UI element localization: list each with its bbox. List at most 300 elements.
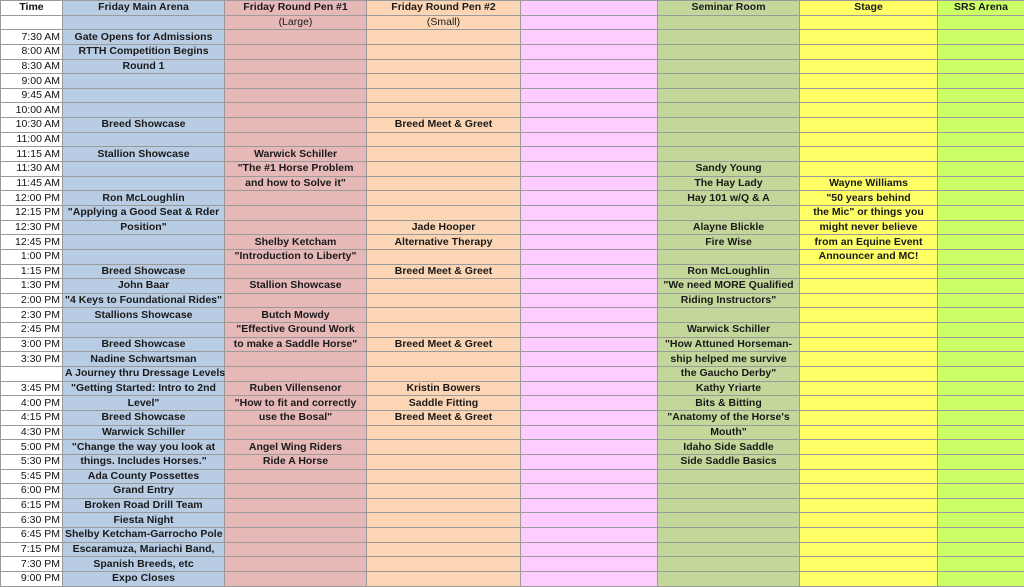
seminar-room-cell[interactable] [658, 484, 800, 499]
round-pen-1-cell[interactable] [225, 367, 367, 382]
time-cell[interactable]: 12:45 PM [1, 235, 63, 250]
blank-column-cell[interactable] [521, 249, 658, 264]
srs-arena-cell[interactable] [938, 396, 1024, 411]
stage-cell[interactable]: from an Equine Event [800, 235, 938, 250]
seminar-room-cell[interactable] [658, 88, 800, 103]
round-pen-2-cell[interactable] [367, 279, 521, 294]
round-pen-1-cell[interactable] [225, 220, 367, 235]
round-pen-2-cell[interactable]: Friday Round Pen #2 [367, 1, 521, 16]
round-pen-1-cell[interactable] [225, 528, 367, 543]
round-pen-1-cell[interactable] [225, 59, 367, 74]
round-pen-2-cell[interactable] [367, 191, 521, 206]
blank-column-cell[interactable] [521, 323, 658, 338]
main-arena-cell[interactable] [63, 176, 225, 191]
srs-arena-cell[interactable]: SRS Arena [938, 1, 1024, 16]
blank-column-cell[interactable] [521, 162, 658, 177]
stage-cell[interactable] [800, 103, 938, 118]
round-pen-1-cell[interactable] [225, 88, 367, 103]
main-arena-cell[interactable] [63, 15, 225, 30]
time-cell[interactable]: 3:00 PM [1, 337, 63, 352]
round-pen-1-cell[interactable]: "Introduction to Liberty" [225, 249, 367, 264]
round-pen-1-cell[interactable] [225, 205, 367, 220]
round-pen-2-cell[interactable] [367, 74, 521, 89]
seminar-room-cell[interactable] [658, 118, 800, 133]
round-pen-2-cell[interactable]: Saddle Fitting [367, 396, 521, 411]
main-arena-cell[interactable]: Shelby Ketcham-Garrocho Pole [63, 528, 225, 543]
main-arena-cell[interactable]: John Baar [63, 279, 225, 294]
round-pen-1-cell[interactable] [225, 30, 367, 45]
time-cell[interactable]: 6:15 PM [1, 498, 63, 513]
blank-column-cell[interactable] [521, 264, 658, 279]
time-cell[interactable]: 12:15 PM [1, 205, 63, 220]
seminar-room-cell[interactable]: Side Saddle Basics [658, 454, 800, 469]
round-pen-1-cell[interactable]: "The #1 Horse Problem [225, 162, 367, 177]
round-pen-2-cell[interactable]: Jade Hooper [367, 220, 521, 235]
time-cell[interactable]: 5:45 PM [1, 469, 63, 484]
srs-arena-cell[interactable] [938, 557, 1024, 572]
main-arena-cell[interactable]: Breed Showcase [63, 410, 225, 425]
round-pen-1-cell[interactable] [225, 352, 367, 367]
time-cell[interactable]: 2:45 PM [1, 323, 63, 338]
srs-arena-cell[interactable] [938, 410, 1024, 425]
blank-column-cell[interactable] [521, 484, 658, 499]
round-pen-2-cell[interactable]: Kristin Bowers [367, 381, 521, 396]
round-pen-1-cell[interactable]: Angel Wing Riders [225, 440, 367, 455]
stage-cell[interactable] [800, 118, 938, 133]
main-arena-cell[interactable]: A Journey thru Dressage Levels [63, 367, 225, 382]
blank-column-cell[interactable] [521, 498, 658, 513]
blank-column-cell[interactable] [521, 381, 658, 396]
seminar-room-cell[interactable] [658, 15, 800, 30]
time-cell[interactable]: 6:30 PM [1, 513, 63, 528]
blank-column-cell[interactable] [521, 528, 658, 543]
stage-cell[interactable] [800, 410, 938, 425]
srs-arena-cell[interactable] [938, 88, 1024, 103]
blank-column-cell[interactable] [521, 118, 658, 133]
round-pen-2-cell[interactable]: Alternative Therapy [367, 235, 521, 250]
seminar-room-cell[interactable] [658, 103, 800, 118]
time-cell[interactable]: 10:30 AM [1, 118, 63, 133]
round-pen-2-cell[interactable] [367, 367, 521, 382]
time-cell[interactable]: 7:30 PM [1, 557, 63, 572]
round-pen-2-cell[interactable]: (Small) [367, 15, 521, 30]
seminar-room-cell[interactable]: Riding Instructors" [658, 293, 800, 308]
round-pen-2-cell[interactable] [367, 542, 521, 557]
seminar-room-cell[interactable] [658, 571, 800, 586]
main-arena-cell[interactable]: Stallions Showcase [63, 308, 225, 323]
seminar-room-cell[interactable]: "Anatomy of the Horse's [658, 410, 800, 425]
main-arena-cell[interactable]: Level" [63, 396, 225, 411]
srs-arena-cell[interactable] [938, 132, 1024, 147]
blank-column-cell[interactable] [521, 15, 658, 30]
srs-arena-cell[interactable] [938, 308, 1024, 323]
srs-arena-cell[interactable] [938, 176, 1024, 191]
srs-arena-cell[interactable] [938, 528, 1024, 543]
round-pen-1-cell[interactable]: Stallion Showcase [225, 279, 367, 294]
srs-arena-cell[interactable] [938, 264, 1024, 279]
round-pen-1-cell[interactable] [225, 484, 367, 499]
blank-column-cell[interactable] [521, 293, 658, 308]
seminar-room-cell[interactable] [658, 542, 800, 557]
round-pen-2-cell[interactable] [367, 557, 521, 572]
seminar-room-cell[interactable]: Idaho Side Saddle [658, 440, 800, 455]
stage-cell[interactable] [800, 571, 938, 586]
srs-arena-cell[interactable] [938, 103, 1024, 118]
round-pen-1-cell[interactable] [225, 74, 367, 89]
blank-column-cell[interactable] [521, 513, 658, 528]
blank-column-cell[interactable] [521, 352, 658, 367]
stage-cell[interactable] [800, 162, 938, 177]
blank-column-cell[interactable] [521, 74, 658, 89]
time-cell[interactable]: 9:00 AM [1, 74, 63, 89]
stage-cell[interactable]: Announcer and MC! [800, 249, 938, 264]
time-cell[interactable]: 6:00 PM [1, 484, 63, 499]
seminar-room-cell[interactable]: "How Attuned Horseman- [658, 337, 800, 352]
srs-arena-cell[interactable] [938, 337, 1024, 352]
blank-column-cell[interactable] [521, 205, 658, 220]
main-arena-cell[interactable]: Fiesta Night [63, 513, 225, 528]
srs-arena-cell[interactable] [938, 74, 1024, 89]
round-pen-2-cell[interactable] [367, 571, 521, 586]
seminar-room-cell[interactable]: Hay 101 w/Q & A [658, 191, 800, 206]
round-pen-1-cell[interactable] [225, 264, 367, 279]
stage-cell[interactable] [800, 557, 938, 572]
seminar-room-cell[interactable]: ship helped me survive [658, 352, 800, 367]
round-pen-1-cell[interactable]: Warwick Schiller [225, 147, 367, 162]
stage-cell[interactable] [800, 396, 938, 411]
blank-column-cell[interactable] [521, 59, 658, 74]
main-arena-cell[interactable]: Breed Showcase [63, 118, 225, 133]
time-cell[interactable]: 8:30 AM [1, 59, 63, 74]
time-cell[interactable] [1, 367, 63, 382]
round-pen-1-cell[interactable]: Shelby Ketcham [225, 235, 367, 250]
seminar-room-cell[interactable] [658, 249, 800, 264]
seminar-room-cell[interactable]: Mouth" [658, 425, 800, 440]
round-pen-1-cell[interactable]: "How to fit and correctly [225, 396, 367, 411]
main-arena-cell[interactable]: "Change the way you look at [63, 440, 225, 455]
srs-arena-cell[interactable] [938, 235, 1024, 250]
seminar-room-cell[interactable] [658, 205, 800, 220]
stage-cell[interactable] [800, 542, 938, 557]
blank-column-cell[interactable] [521, 191, 658, 206]
srs-arena-cell[interactable] [938, 454, 1024, 469]
round-pen-1-cell[interactable] [225, 293, 367, 308]
main-arena-cell[interactable]: Ada County Possettes [63, 469, 225, 484]
stage-cell[interactable] [800, 528, 938, 543]
blank-column-cell[interactable] [521, 337, 658, 352]
srs-arena-cell[interactable] [938, 542, 1024, 557]
stage-cell[interactable] [800, 381, 938, 396]
srs-arena-cell[interactable] [938, 44, 1024, 59]
main-arena-cell[interactable]: "Applying a Good Seat & Rder [63, 205, 225, 220]
round-pen-2-cell[interactable] [367, 205, 521, 220]
round-pen-2-cell[interactable] [367, 249, 521, 264]
round-pen-2-cell[interactable]: Breed Meet & Greet [367, 337, 521, 352]
stage-cell[interactable]: "50 years behind [800, 191, 938, 206]
seminar-room-cell[interactable]: "We need MORE Qualified [658, 279, 800, 294]
round-pen-2-cell[interactable] [367, 352, 521, 367]
blank-column-cell[interactable] [521, 557, 658, 572]
blank-column-cell[interactable] [521, 103, 658, 118]
main-arena-cell[interactable]: Stallion Showcase [63, 147, 225, 162]
time-cell[interactable]: 11:15 AM [1, 147, 63, 162]
round-pen-2-cell[interactable]: Breed Meet & Greet [367, 118, 521, 133]
round-pen-1-cell[interactable] [225, 425, 367, 440]
main-arena-cell[interactable]: Spanish Breeds, etc [63, 557, 225, 572]
stage-cell[interactable] [800, 323, 938, 338]
time-cell[interactable]: 7:15 PM [1, 542, 63, 557]
round-pen-1-cell[interactable]: Butch Mowdy [225, 308, 367, 323]
time-cell[interactable]: 8:00 AM [1, 44, 63, 59]
main-arena-cell[interactable]: Escaramuza, Mariachi Band, [63, 542, 225, 557]
srs-arena-cell[interactable] [938, 220, 1024, 235]
stage-cell[interactable]: Wayne Williams [800, 176, 938, 191]
time-cell[interactable]: 10:00 AM [1, 103, 63, 118]
round-pen-2-cell[interactable] [367, 513, 521, 528]
round-pen-1-cell[interactable] [225, 571, 367, 586]
seminar-room-cell[interactable]: Warwick Schiller [658, 323, 800, 338]
srs-arena-cell[interactable] [938, 571, 1024, 586]
main-arena-cell[interactable]: Nadine Schwartsman [63, 352, 225, 367]
round-pen-2-cell[interactable] [367, 308, 521, 323]
time-cell[interactable]: 12:30 PM [1, 220, 63, 235]
round-pen-1-cell[interactable]: use the Bosal" [225, 410, 367, 425]
round-pen-2-cell[interactable] [367, 425, 521, 440]
main-arena-cell[interactable]: Position" [63, 220, 225, 235]
srs-arena-cell[interactable] [938, 191, 1024, 206]
stage-cell[interactable] [800, 132, 938, 147]
stage-cell[interactable]: Stage [800, 1, 938, 16]
main-arena-cell[interactable]: Breed Showcase [63, 264, 225, 279]
seminar-room-cell[interactable] [658, 74, 800, 89]
seminar-room-cell[interactable]: Sandy Young [658, 162, 800, 177]
time-cell[interactable] [1, 15, 63, 30]
blank-column-cell[interactable] [521, 367, 658, 382]
stage-cell[interactable] [800, 30, 938, 45]
time-cell[interactable]: 9:00 PM [1, 571, 63, 586]
main-arena-cell[interactable] [63, 249, 225, 264]
time-cell[interactable]: 11:45 AM [1, 176, 63, 191]
blank-column-cell[interactable] [521, 1, 658, 16]
round-pen-1-cell[interactable]: Ruben Villensenor [225, 381, 367, 396]
round-pen-1-cell[interactable]: Friday Round Pen #1 [225, 1, 367, 16]
blank-column-cell[interactable] [521, 542, 658, 557]
seminar-room-cell[interactable] [658, 30, 800, 45]
seminar-room-cell[interactable]: Fire Wise [658, 235, 800, 250]
main-arena-cell[interactable] [63, 162, 225, 177]
srs-arena-cell[interactable] [938, 513, 1024, 528]
main-arena-cell[interactable]: things. Includes Horses." [63, 454, 225, 469]
round-pen-2-cell[interactable] [367, 162, 521, 177]
time-cell[interactable]: 11:00 AM [1, 132, 63, 147]
srs-arena-cell[interactable] [938, 293, 1024, 308]
time-cell[interactable]: 2:00 PM [1, 293, 63, 308]
stage-cell[interactable] [800, 469, 938, 484]
round-pen-1-cell[interactable] [225, 513, 367, 528]
stage-cell[interactable] [800, 337, 938, 352]
round-pen-1-cell[interactable]: (Large) [225, 15, 367, 30]
round-pen-1-cell[interactable] [225, 498, 367, 513]
blank-column-cell[interactable] [521, 88, 658, 103]
time-cell[interactable]: 1:30 PM [1, 279, 63, 294]
round-pen-2-cell[interactable] [367, 132, 521, 147]
srs-arena-cell[interactable] [938, 118, 1024, 133]
srs-arena-cell[interactable] [938, 249, 1024, 264]
srs-arena-cell[interactable] [938, 30, 1024, 45]
round-pen-2-cell[interactable] [367, 440, 521, 455]
main-arena-cell[interactable]: Gate Opens for Admissions [63, 30, 225, 45]
stage-cell[interactable] [800, 367, 938, 382]
main-arena-cell[interactable]: RTTH Competition Begins [63, 44, 225, 59]
stage-cell[interactable] [800, 498, 938, 513]
time-cell[interactable]: 5:00 PM [1, 440, 63, 455]
blank-column-cell[interactable] [521, 279, 658, 294]
main-arena-cell[interactable]: Round 1 [63, 59, 225, 74]
time-cell[interactable]: 12:00 PM [1, 191, 63, 206]
stage-cell[interactable] [800, 264, 938, 279]
blank-column-cell[interactable] [521, 235, 658, 250]
blank-column-cell[interactable] [521, 132, 658, 147]
blank-column-cell[interactable] [521, 425, 658, 440]
round-pen-2-cell[interactable] [367, 176, 521, 191]
blank-column-cell[interactable] [521, 396, 658, 411]
time-cell[interactable]: 9:45 AM [1, 88, 63, 103]
stage-cell[interactable]: the Mic" or things you [800, 205, 938, 220]
stage-cell[interactable] [800, 279, 938, 294]
round-pen-1-cell[interactable] [225, 44, 367, 59]
time-cell[interactable]: 4:30 PM [1, 425, 63, 440]
srs-arena-cell[interactable] [938, 59, 1024, 74]
main-arena-cell[interactable]: Broken Road Drill Team [63, 498, 225, 513]
srs-arena-cell[interactable] [938, 367, 1024, 382]
blank-column-cell[interactable] [521, 440, 658, 455]
seminar-room-cell[interactable]: the Gaucho Derby" [658, 367, 800, 382]
time-cell[interactable]: 1:15 PM [1, 264, 63, 279]
stage-cell[interactable] [800, 44, 938, 59]
srs-arena-cell[interactable] [938, 279, 1024, 294]
seminar-room-cell[interactable]: Seminar Room [658, 1, 800, 16]
time-cell[interactable]: 4:00 PM [1, 396, 63, 411]
stage-cell[interactable] [800, 88, 938, 103]
blank-column-cell[interactable] [521, 44, 658, 59]
seminar-room-cell[interactable] [658, 59, 800, 74]
round-pen-1-cell[interactable]: to make a Saddle Horse" [225, 337, 367, 352]
seminar-room-cell[interactable] [658, 308, 800, 323]
blank-column-cell[interactable] [521, 410, 658, 425]
blank-column-cell[interactable] [521, 308, 658, 323]
stage-cell[interactable] [800, 308, 938, 323]
main-arena-cell[interactable]: Warwick Schiller [63, 425, 225, 440]
blank-column-cell[interactable] [521, 176, 658, 191]
seminar-room-cell[interactable]: Kathy Yriarte [658, 381, 800, 396]
main-arena-cell[interactable] [63, 323, 225, 338]
main-arena-cell[interactable] [63, 74, 225, 89]
time-cell[interactable]: 3:30 PM [1, 352, 63, 367]
seminar-room-cell[interactable]: Bits & Bitting [658, 396, 800, 411]
time-cell[interactable]: 11:30 AM [1, 162, 63, 177]
seminar-room-cell[interactable]: The Hay Lady [658, 176, 800, 191]
round-pen-1-cell[interactable] [225, 557, 367, 572]
round-pen-2-cell[interactable] [367, 44, 521, 59]
round-pen-1-cell[interactable] [225, 469, 367, 484]
round-pen-2-cell[interactable] [367, 147, 521, 162]
round-pen-2-cell[interactable] [367, 454, 521, 469]
round-pen-2-cell[interactable] [367, 498, 521, 513]
time-cell[interactable]: Time [1, 1, 63, 16]
stage-cell[interactable] [800, 15, 938, 30]
seminar-room-cell[interactable] [658, 469, 800, 484]
seminar-room-cell[interactable] [658, 513, 800, 528]
seminar-room-cell[interactable] [658, 498, 800, 513]
main-arena-cell[interactable] [63, 88, 225, 103]
main-arena-cell[interactable] [63, 235, 225, 250]
round-pen-1-cell[interactable] [225, 118, 367, 133]
main-arena-cell[interactable]: Friday Main Arena [63, 1, 225, 16]
srs-arena-cell[interactable] [938, 425, 1024, 440]
round-pen-2-cell[interactable] [367, 323, 521, 338]
stage-cell[interactable] [800, 147, 938, 162]
srs-arena-cell[interactable] [938, 15, 1024, 30]
blank-column-cell[interactable] [521, 571, 658, 586]
round-pen-2-cell[interactable] [367, 88, 521, 103]
stage-cell[interactable] [800, 440, 938, 455]
srs-arena-cell[interactable] [938, 498, 1024, 513]
time-cell[interactable]: 2:30 PM [1, 308, 63, 323]
main-arena-cell[interactable] [63, 103, 225, 118]
round-pen-1-cell[interactable]: Ride A Horse [225, 454, 367, 469]
time-cell[interactable]: 4:15 PM [1, 410, 63, 425]
round-pen-1-cell[interactable] [225, 191, 367, 206]
srs-arena-cell[interactable] [938, 205, 1024, 220]
round-pen-2-cell[interactable] [367, 469, 521, 484]
round-pen-1-cell[interactable]: and how to Solve it" [225, 176, 367, 191]
time-cell[interactable]: 5:30 PM [1, 454, 63, 469]
main-arena-cell[interactable]: Breed Showcase [63, 337, 225, 352]
blank-column-cell[interactable] [521, 147, 658, 162]
srs-arena-cell[interactable] [938, 469, 1024, 484]
stage-cell[interactable] [800, 74, 938, 89]
time-cell[interactable]: 7:30 AM [1, 30, 63, 45]
round-pen-2-cell[interactable] [367, 103, 521, 118]
round-pen-1-cell[interactable] [225, 103, 367, 118]
seminar-room-cell[interactable] [658, 557, 800, 572]
stage-cell[interactable] [800, 352, 938, 367]
seminar-room-cell[interactable]: Ron McLoughlin [658, 264, 800, 279]
blank-column-cell[interactable] [521, 220, 658, 235]
stage-cell[interactable]: might never believe [800, 220, 938, 235]
blank-column-cell[interactable] [521, 454, 658, 469]
seminar-room-cell[interactable] [658, 528, 800, 543]
blank-column-cell[interactable] [521, 469, 658, 484]
seminar-room-cell[interactable] [658, 147, 800, 162]
round-pen-2-cell[interactable] [367, 528, 521, 543]
main-arena-cell[interactable]: Ron McLoughlin [63, 191, 225, 206]
round-pen-2-cell[interactable] [367, 293, 521, 308]
time-cell[interactable]: 3:45 PM [1, 381, 63, 396]
seminar-room-cell[interactable]: Alayne Blickle [658, 220, 800, 235]
srs-arena-cell[interactable] [938, 352, 1024, 367]
time-cell[interactable]: 1:00 PM [1, 249, 63, 264]
round-pen-1-cell[interactable] [225, 542, 367, 557]
srs-arena-cell[interactable] [938, 381, 1024, 396]
stage-cell[interactable] [800, 484, 938, 499]
stage-cell[interactable] [800, 293, 938, 308]
main-arena-cell[interactable]: Expo Closes [63, 571, 225, 586]
srs-arena-cell[interactable] [938, 147, 1024, 162]
round-pen-2-cell[interactable] [367, 484, 521, 499]
srs-arena-cell[interactable] [938, 484, 1024, 499]
blank-column-cell[interactable] [521, 30, 658, 45]
